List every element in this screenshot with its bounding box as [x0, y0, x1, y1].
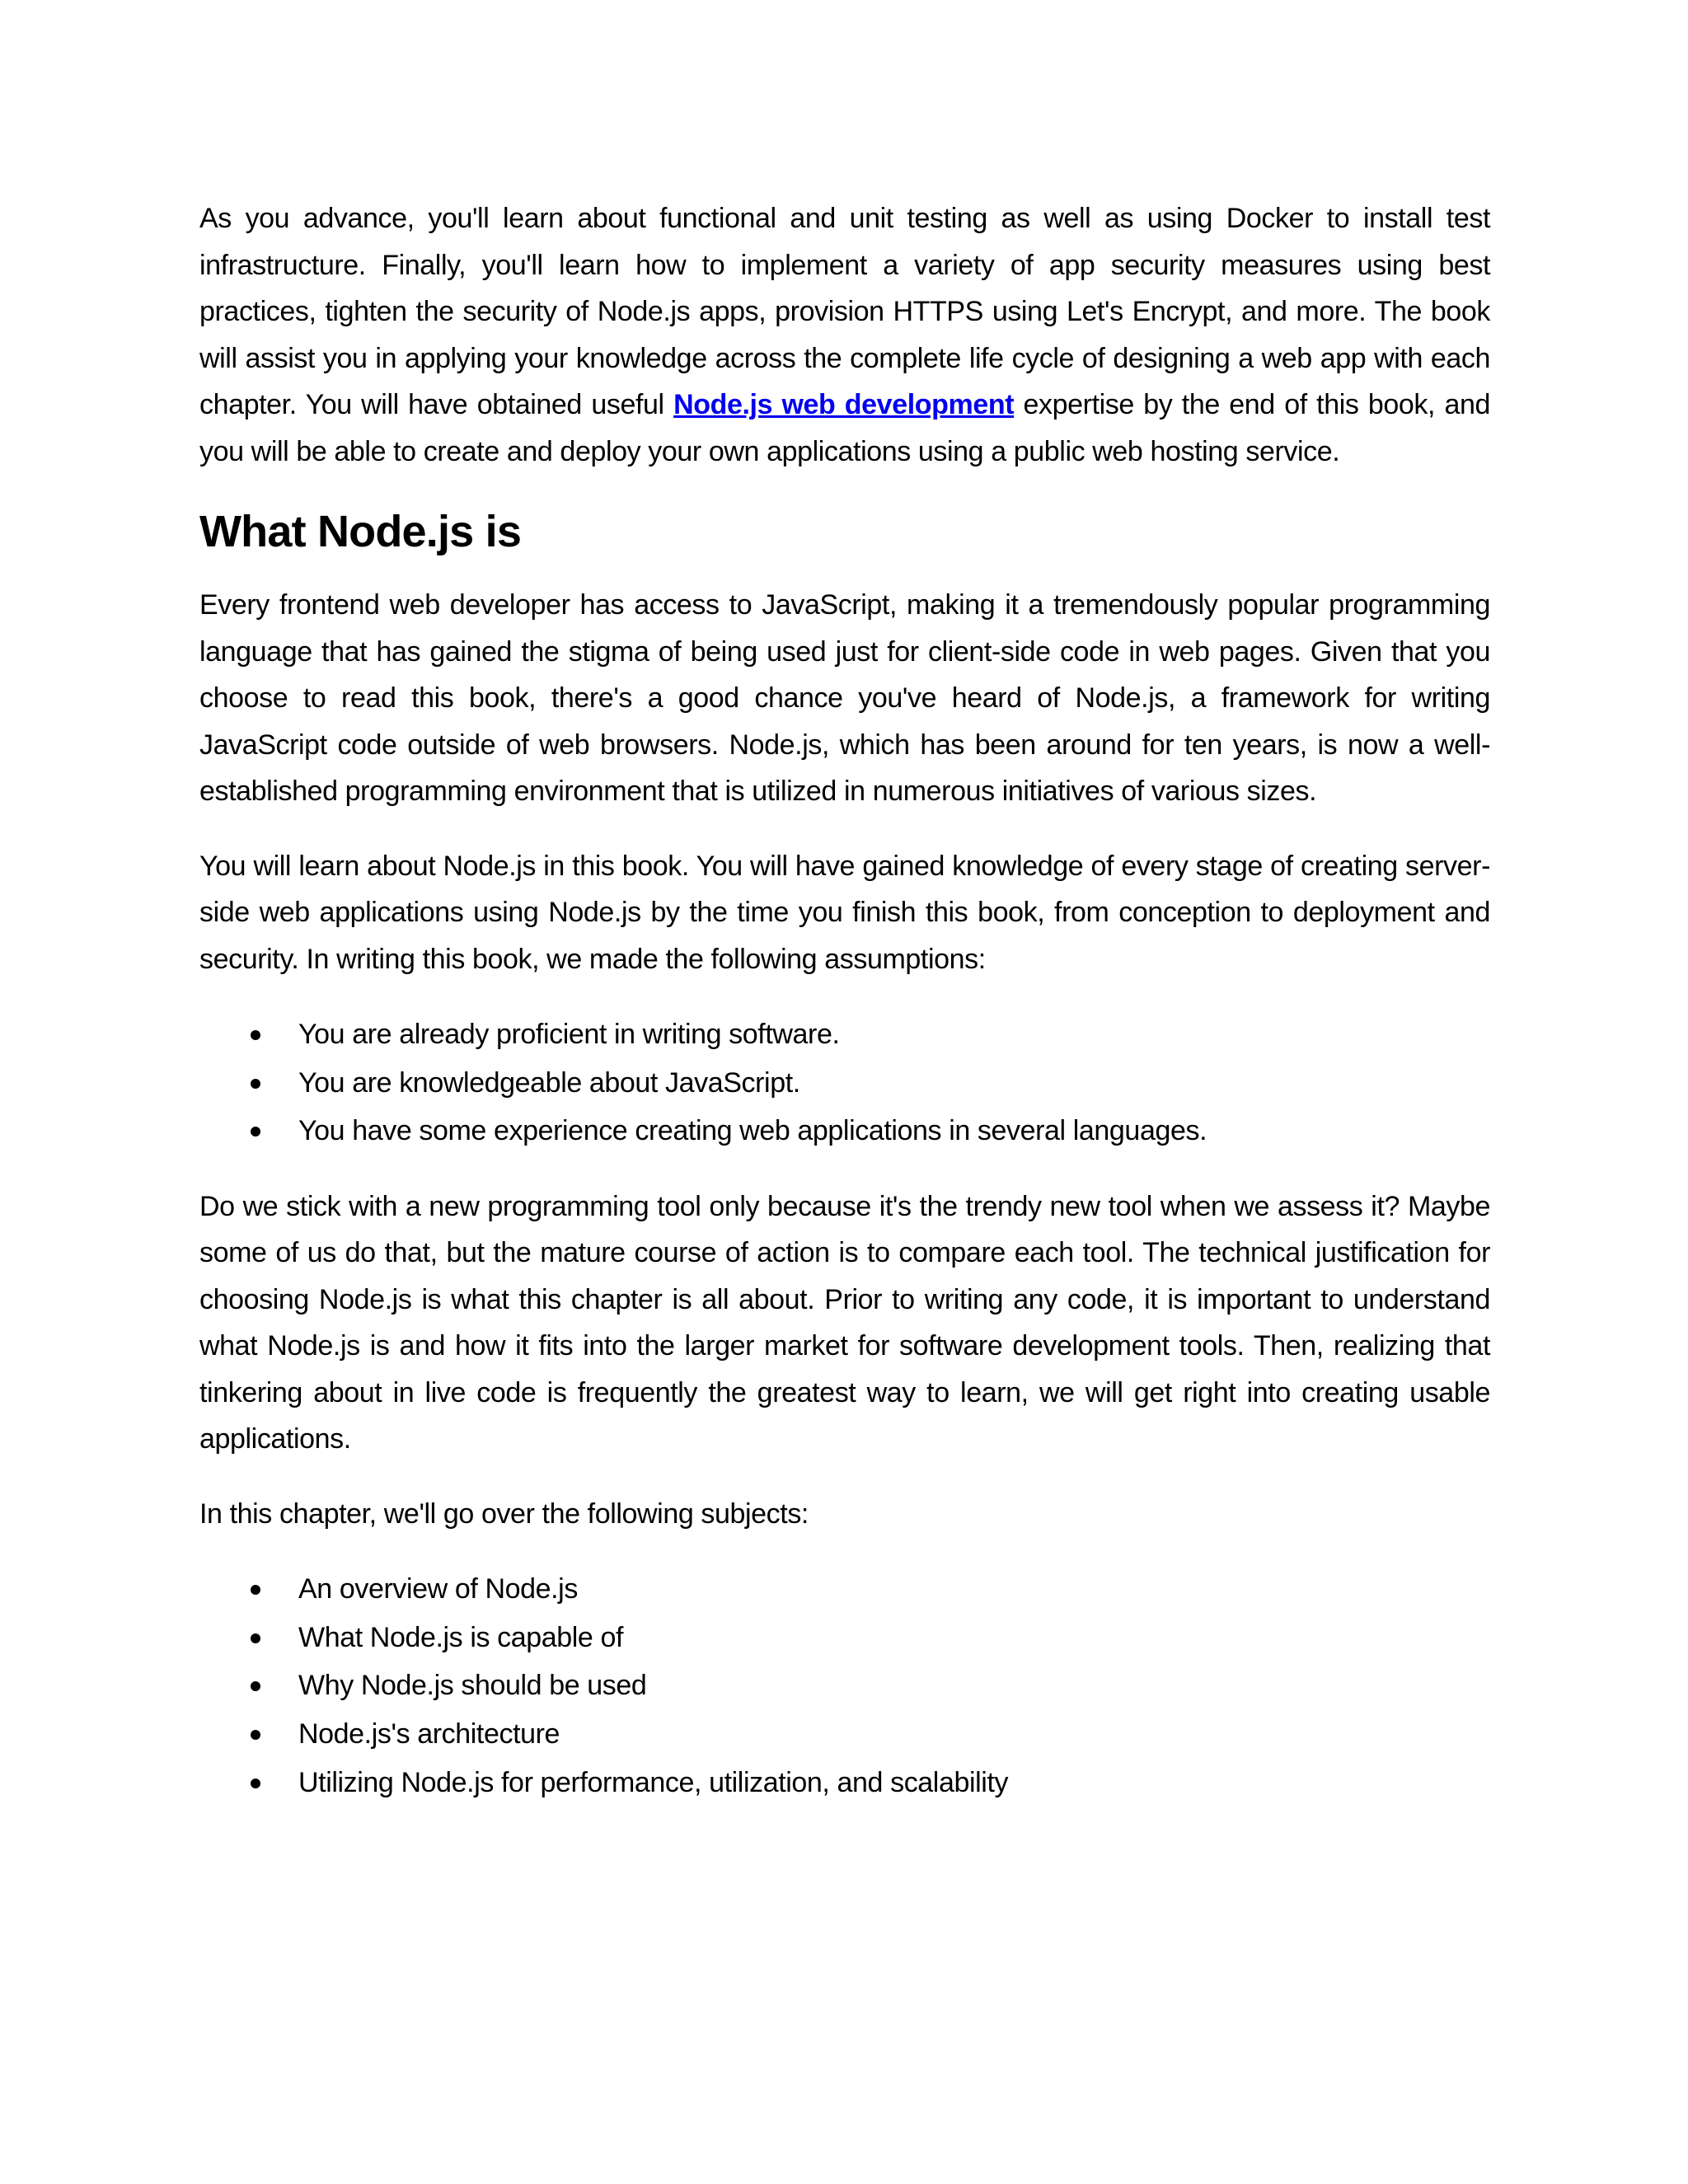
list-item — [199, 1614, 1490, 1662]
section-heading: What Node.js is — [199, 507, 522, 556]
list-item-text: You have some experience creating web applications in several languages. — [298, 1115, 1207, 1147]
list-item-text: You are already proficient in writing software. — [298, 1019, 840, 1050]
paragraph-overview: Every frontend web developer has access to JavaScript, making it a tremendously popular programming language that has gained the stigma of being used just for client-side code in web pages. Given that you choose to read this book, there's a good chance you've heard of Node.js, a framework for writing JavaScript code outside of web browsers. Node.js, which has been around for ten years, is now a well-established programming environment that is utilized in numerous initiatives of various sizes. — [199, 589, 1490, 807]
list-item-text: You are knowledgeable about JavaScript. — [298, 1066, 800, 1099]
list-item — [199, 1565, 1490, 1614]
assumptions-list — [199, 1010, 1490, 1155]
list-item-text: Why Node.js should be used — [298, 1670, 647, 1702]
subjects-list — [199, 1565, 1490, 1807]
paragraph-justification: Do we stick with a new programming tool only because it's the trendy new tool when we assess it? Maybe some of us do that, but the mature course of action is to compare each tool. The technical justification for choosing Node.js is what this chapter is all about. Prior to writing any code, it is important to understand what Node.js is and how it fits into the larger market for software development tools. Then, realizing that tinkering about in live code is frequently the greatest way to learn, we will get right into creating usable applications. — [199, 1190, 1490, 1455]
bullet-icon — [251, 1127, 260, 1137]
list-item — [199, 1010, 1490, 1059]
intro-text-2: expertise by the end of this book, and you will be able to create and deploy your own applications using a public web hosting service. — [199, 389, 1490, 467]
list-item-text: Utilizing Node.js for performance, utilization, and scalability — [298, 1766, 1009, 1798]
list-item — [199, 1059, 1490, 1108]
bullet-icon — [251, 1779, 260, 1788]
document-page — [199, 195, 1490, 1835]
list-item — [199, 1759, 1490, 1807]
list-item-text: Node.js's architecture — [298, 1718, 560, 1750]
list-item-text: An overview of Node.js — [298, 1573, 578, 1605]
paragraph-subjects-intro: In this chapter, we'll go over the following subjects: — [199, 1497, 809, 1530]
intro-paragraph — [199, 195, 1490, 475]
list-item-text: What Node.js is capable of — [298, 1621, 624, 1653]
bullet-icon — [251, 1633, 260, 1643]
list-item — [199, 1107, 1490, 1155]
bullet-icon — [251, 1079, 260, 1089]
nodejs-web-development-link[interactable]: Node.js web development — [673, 389, 1015, 420]
list-item — [199, 1710, 1490, 1759]
bullet-icon — [251, 1730, 260, 1740]
bullet-icon — [251, 1585, 260, 1595]
bullet-icon — [251, 1681, 260, 1691]
list-item — [199, 1661, 1490, 1710]
intro-text-1: As you advance, you'll learn about functional and unit testing as well as using Docker to install test infrastructure. Finally, you'll learn how to implement a variety of app security measures using best practices, tighten the security of Node.js apps, provision HTTPS using Let's Encrypt, and more. The book will assist you in applying your knowledge across the complete life cycle of designing a web app with each chapter. You will have obtained useful — [199, 203, 1490, 420]
paragraph-assumptions-intro: You will learn about Node.js in this book. You will have gained knowledge of every stage of creating server-side web applications using Node.js by the time you finish this book, from conception to deployment and security. In writing this book, we made the following assumptions: — [199, 850, 1490, 975]
bullet-icon — [251, 1030, 260, 1040]
